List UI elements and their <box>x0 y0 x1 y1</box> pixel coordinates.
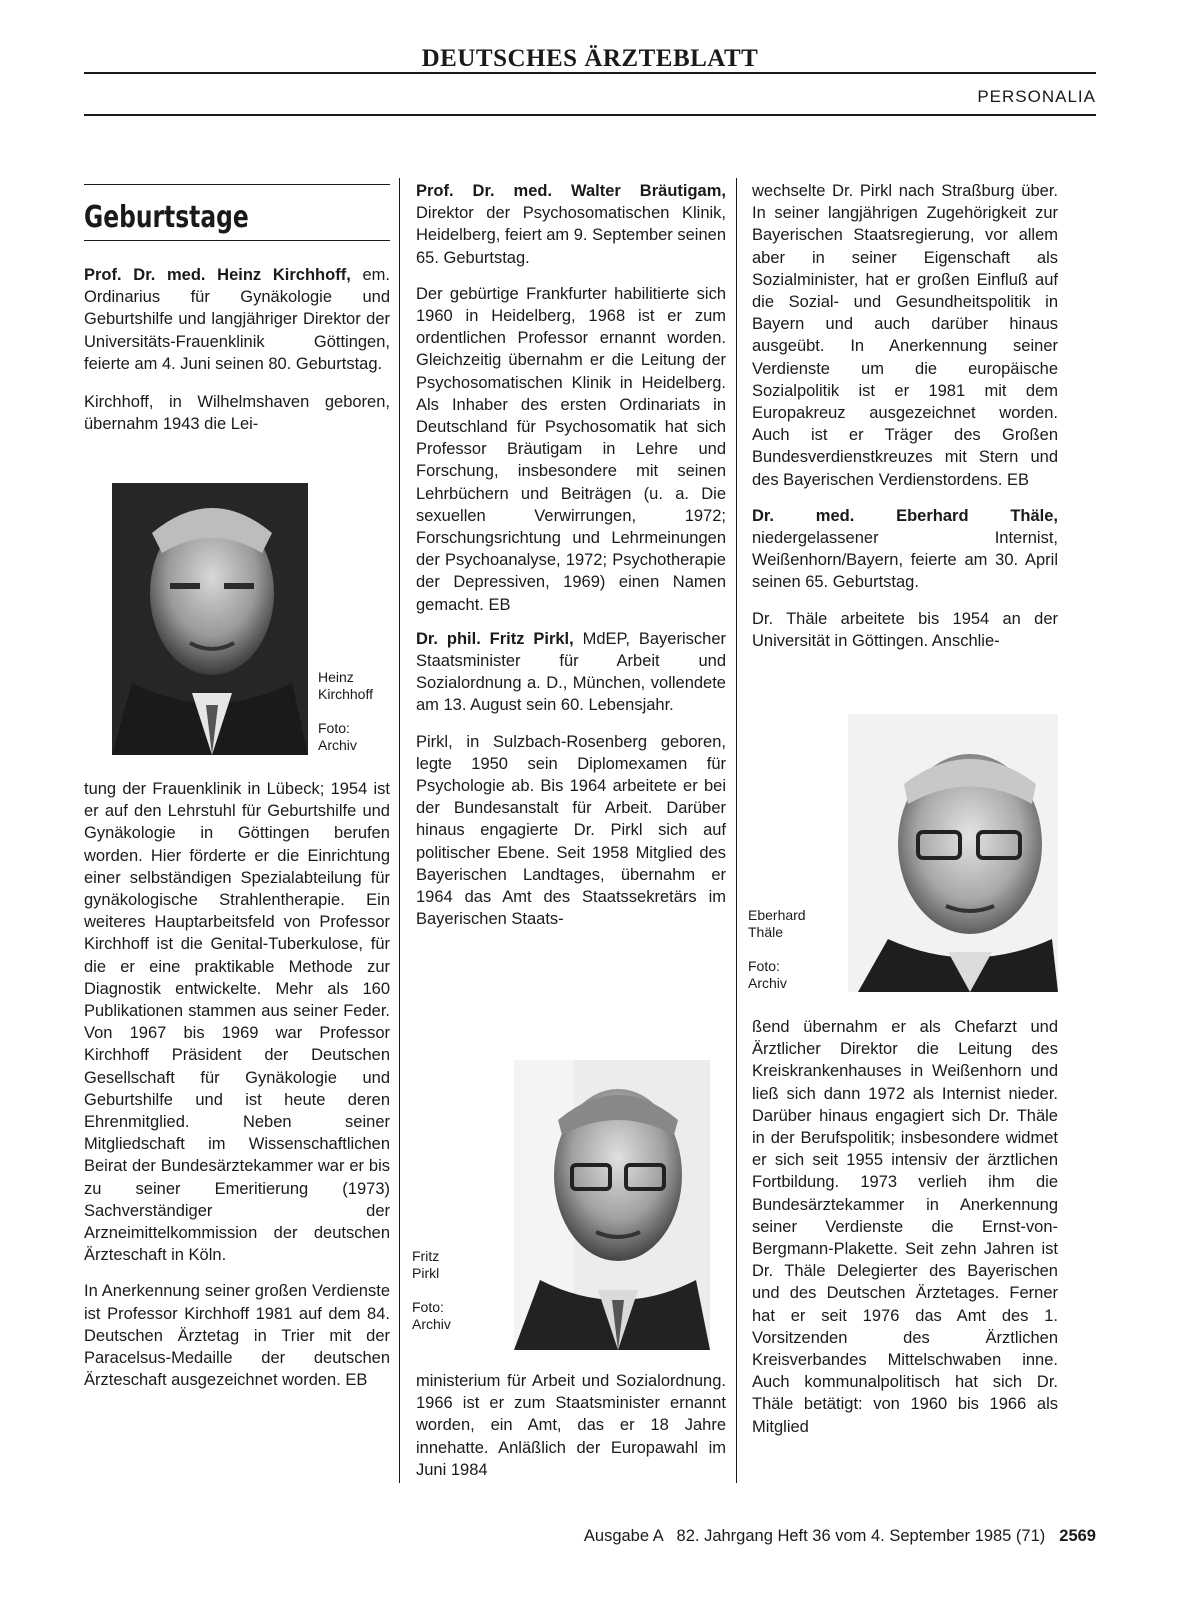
article-text: Der gebürtige Frankfurter habilitierte sich 1960 in Heidelberg, 1968 ist er zum ordentlichen Professor ernannt worden. Gleichzeitig übernahm er die Leitung der Psychosomatischen Klinik in Heidelberg. Als Inhaber des ersten Ordinariats in Deutschland für Psychosomatik hat sich Professor Bräutigam in Lehre und Forschung, insbesondere mit seinen Lehrbüchern und Beiträgen (u. a. Die sexuellen Verwirrungen, 1972; Forschungsrichtung und Lehrmeinungen der Psychoanalyse, 1972; Psychotherapie der Depressiven, 1969) einen Namen gemacht. <box>416 284 726 614</box>
person-name: Dr. med. Eberhard Thäle, <box>752 506 1058 525</box>
portrait-photo-pirkl <box>514 1060 710 1350</box>
article-text: In Anerkennung seiner großen Verdienste ist Professor Kirchhoff 1981 auf dem 84. Deutschen Ärztetag in Trier mit der Paracelsus-Medaille der deutschen Ärzteschaft ausgezeichnet worden. <box>84 1282 390 1390</box>
article-text: wechselte Dr. Pirkl nach Straßburg über. In seiner langjährigen Zugehörigkeit zur Bayerischen Staatsregierung, vor allem aber in seiner Eigenschaft als Sozialminister, hat er großen Einfluß auf die Sozial- und Gesundheitspolitik in Bayern und auch darüber hinaus ausgeübt. In Anerkennung seiner Verdienste um die europäische Sozialpolitik ist er 1981 mit dem Europakreuz ausgezeichnet worden. Auch ist er Träger des Großen Bundesverdienstkreuzes mit Stern und des Bayerischen Verdienstordens. <box>752 182 1058 489</box>
article-text: Pirkl, in Sulzbach-Rosenberg geboren, legte 1950 sein Diplomexamen für Psychologie ab. Bis 1964 arbeitete er bei der Bundesanstalt für Arbeit. Darüber hinaus engagierte Dr. Pirkl sich auf politischer Ebene. Seit 1958 Mitglied des Bayerischen Landtages, übernahm er 1964 das Amt des Staatssekretärs im Bayerischen Staats- <box>416 732 726 929</box>
article-text: ministerium für Arbeit und Sozialordnung. 1966 ist er zum Staatsminister ernannt worden, ein Amt, das er 18 Jahre innehatte. Anläßlich der Europawahl im Juni 1984 <box>416 1372 726 1479</box>
caption-credit: Foto: Archiv <box>748 958 787 991</box>
person-name: Dr. phil. Fritz Pirkl, <box>416 629 574 648</box>
caption-name: Eberhard Thäle <box>748 907 806 940</box>
section-label: PERSONALIA <box>977 87 1096 106</box>
column-1-bottom <box>84 778 390 1401</box>
article-pirkl-intro <box>416 628 726 717</box>
article-text: Kirchhoff, in Wilhelmshaven geboren, übernahm 1943 die Lei- <box>84 393 390 434</box>
column-2-top <box>416 180 726 941</box>
masthead: DEUTSCHES ÄRZTEBLATT <box>421 45 759 72</box>
column-1-top <box>84 264 390 445</box>
author-signature: EB <box>1007 470 1030 489</box>
article-kirchhoff-intro <box>84 264 390 375</box>
photo-caption-thaele <box>748 907 844 992</box>
article-text: Dr. Thäle arbeitete bis 1954 an der Universität in Göttingen. Anschlie- <box>752 609 1058 650</box>
photo-caption-kirchhoff <box>318 669 390 754</box>
heading-rule-bottom <box>84 240 390 241</box>
portrait-photo-thaele <box>848 714 1058 992</box>
column-2-bottom <box>416 1370 726 1491</box>
footer <box>584 1525 1096 1547</box>
column-divider <box>736 178 737 1483</box>
article-text: em. Ordinarius für Gynäkologie und Geburtshilfe und langjähriger Direktor der Universitäts-Frauenklinik Göttingen, feierte am 4. Juni seinen 80. Geburtstag. <box>84 266 390 373</box>
issue-info: Ausgabe A 82. Jahrgang Heft 36 vom 4. September 1985 (71) <box>583 1527 1046 1545</box>
section-heading: Geburtstage <box>84 200 249 235</box>
article-kirchhoff-closing <box>84 1280 390 1391</box>
person-name: Prof. Dr. med. Walter Bräutigam, <box>416 182 726 200</box>
photo-caption-pirkl <box>412 1248 502 1333</box>
article-text: niedergelassener Internist, Weißenhorn/Bayern, feierte am 30. April seinen 65. Geburtstag. <box>752 529 1058 592</box>
article-thaele-intro <box>752 505 1058 594</box>
page-number: 2569 <box>1059 1527 1096 1545</box>
caption-name: Heinz Kirchhoff <box>318 669 373 702</box>
article-text: Direktor der Psychosomatischen Klinik, Heidelberg, feiert am 9. September seinen 65. Geburtstag. <box>416 204 727 267</box>
article-braeutigam-intro <box>416 180 726 269</box>
caption-credit: Foto: Archiv <box>412 1299 451 1332</box>
heading-rule-top <box>84 184 390 185</box>
masthead-rule <box>84 72 1096 74</box>
caption-credit: Foto: Archiv <box>318 720 357 753</box>
article-text <box>416 283 726 616</box>
caption-name: Fritz Pirkl <box>412 1248 440 1281</box>
section-rule <box>84 114 1096 116</box>
article-pirkl-closing <box>752 180 1058 491</box>
article-text: ßend übernahm er als Chefarzt und Ärztlicher Direktor die Leitung des Kreiskrankenhauses in Weißenhorn und ließ sich dann 1972 als Internist nieder. Darüber hinaus engagiert sich Dr. Thäle in der Berufspolitik; insbesondere widmet er sich seit 1955 intensiv der ärztlichen Fortbildung. 1973 verlieh ihm die Bundesärztekammer in Anerkennung seiner Verdienste die Ernst-von-Bergmann-Plakette. Seit zehn Jahren ist Dr. Thäle Delegierter des Bayerischen und des Deutschen Ärztetages. Ferner hat er seit 1976 das Amt des 1. Vorsitzenden des Ärztlichen Kreisverbandes Mittelschwaben inne. Auch kommunalpolitisch hat sich Dr. Thäle betätigt: von 1960 bis 1966 als Mitglied <box>752 1018 1058 1436</box>
article-text: tung der Frauenklinik in Lübeck; 1954 ist er auf den Lehrstuhl für Geburtshilfe und Gynäkologie in Göttingen berufen worden. Hier förderte er die Einrichtung einer selbständigen Spezialabteilung für gynäkologische Strahlentherapie. Ein weiteres Hauptarbeitsfeld von Professor Kirchhoff ist die Genital-Tuberkulose, für die er eine praktikable Methode zur Diagnostik entwickelte. Mehr als 160 Publikationen stammen aus seiner Feder. Von 1967 bis 1969 war Professor Kirchhoff Präsident der Deutschen Gesellschaft für Gynäkologie und Geburtshilfe und ist heute deren Ehrenmitglied. Neben seiner Mitgliedschaft im Wissenschaftlichen Beirat der Bundesärztekammer war er bis zu seiner Emeritierung (1973) Sachverständiger der Arzneimittelkommission der deutschen Ärzteschaft in Köln. <box>84 780 390 1265</box>
portrait-photo-kirchhoff <box>112 483 308 755</box>
author-signature: EB <box>488 595 511 614</box>
author-signature: EB <box>345 1371 368 1390</box>
person-name: Prof. Dr. med. Heinz Kirchhoff, <box>84 266 351 284</box>
column-3-top <box>752 180 1058 662</box>
column-divider <box>399 178 400 1483</box>
article-text: MdEP, Bayerischer Staatsminister für Arbeit und Sozialordnung a. D., München, vollendete am 13. August sein 60. Lebensjahr. <box>416 629 726 715</box>
column-3-bottom <box>752 1016 1058 1448</box>
